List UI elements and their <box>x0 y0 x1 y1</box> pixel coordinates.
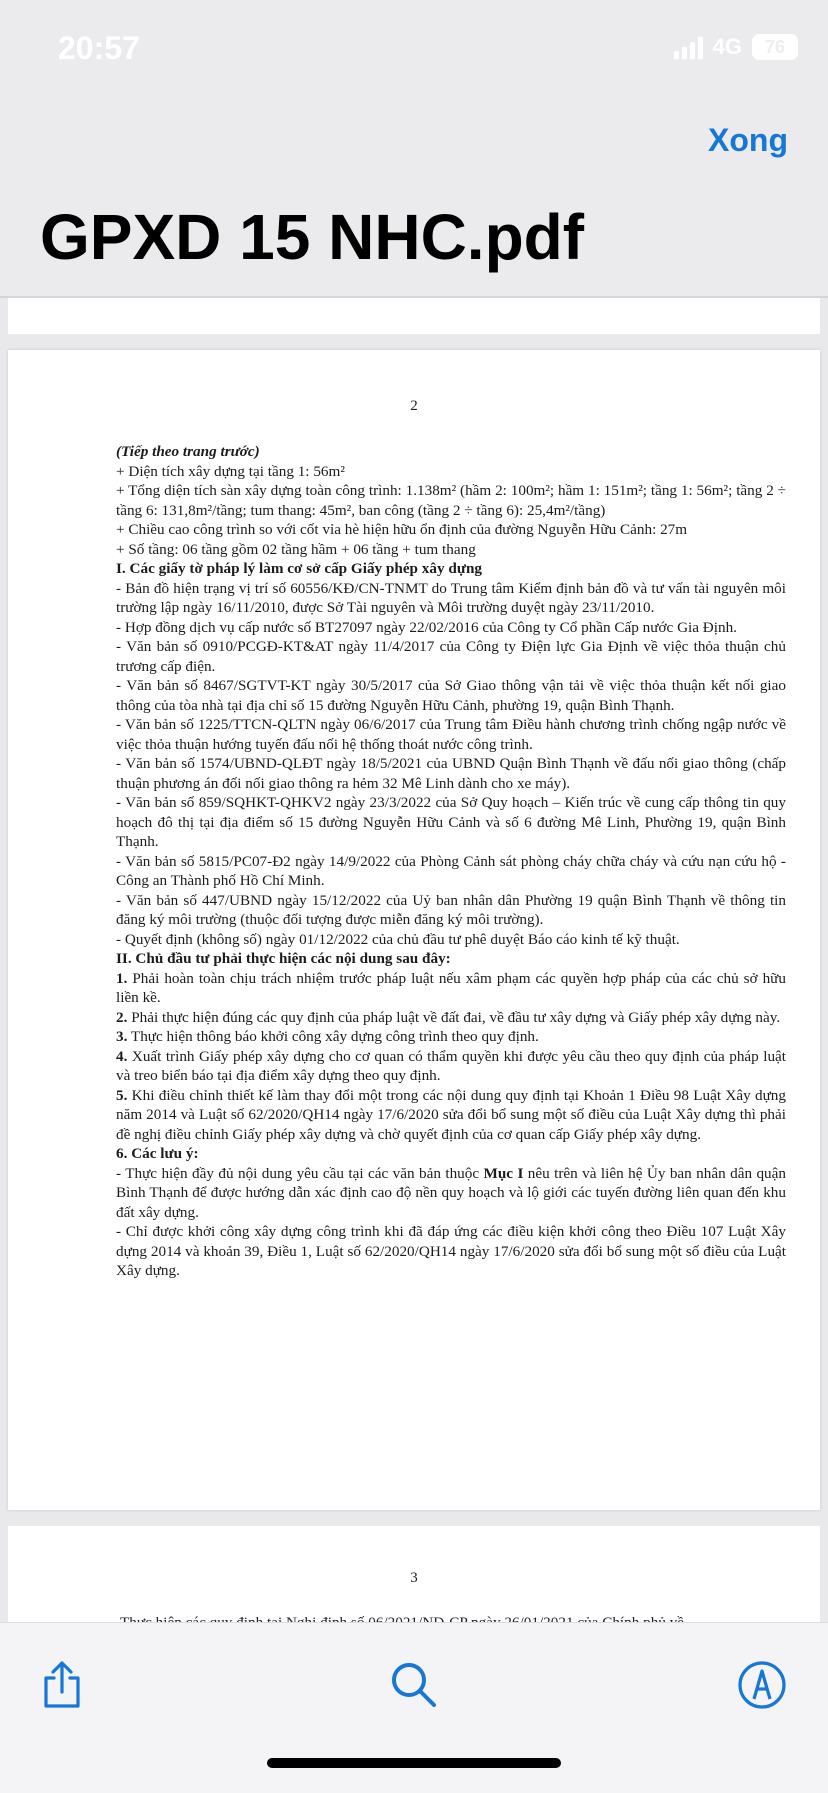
obligation-text: Khi điều chỉnh thiết kế làm thay đổi một trong các nội dung quy định tại Khoản 1 Điều 98 Luật Xây dựng năm 2014 và Luật số 62/2020/QH14 ngày 17/6/2020 sửa đổi bổ sung một số điều của Luật Xây dựng thì phải đề nghị điều chỉnh Giấy phép xây dựng và chờ quyết định của cơ quan cấp Giấy phép xây dựng. <box>116 1086 786 1143</box>
obligation-number: 5. <box>116 1086 128 1104</box>
legal-document-item: - Văn bản số 1574/UBND-QLĐT ngày 18/5/2021 của UBND Quận Bình Thạnh về đấu nối giao thông (chấp thuận phương án đối nối giao thông ra hẻm 32 Mê Linh dành cho xe máy). <box>116 755 786 792</box>
obligation-text: Thực hiện thông báo khởi công xây dựng công trình theo quy định. <box>127 1028 539 1045</box>
previous-page-end <box>8 298 820 334</box>
legal-document-item: - Văn bản số 5815/PC07-Đ2 ngày 14/9/2022 của Phòng Cảnh sát phòng cháy chữa cháy và cứu nạn cứu hộ - Công an Thành phố Hồ Chí Minh. <box>116 852 786 889</box>
document-title: GPXD 15 NHC.pdf <box>40 201 585 273</box>
obligation-item <box>116 1047 786 1086</box>
obligation-item <box>116 1027 786 1047</box>
legal-document-item: - Bản đồ hiện trạng vị trí số 60556/KĐ/CN-TNMT do Trung tâm Kiểm định bản đồ và tư vấn tài nguyên môi trường lập ngày 16/11/2010, được Sở Tài nguyên và Môi trường duyệt ngày 23/11/2010. <box>116 579 786 616</box>
status-bar <box>0 0 828 96</box>
section-1-heading: I. Các giấy tờ pháp lý làm cơ sở cấp Giấy phép xây dựng <box>116 560 482 577</box>
legal-document-item: - Văn bản số 1225/TTCN-QLTN ngày 06/6/2017 của Trung tâm Điều hành chương trình chống ngập nước về việc thỏa thuận hướng tuyến đấu nối hệ thống thoát nước công trình. <box>116 716 786 753</box>
battery-level: 76 <box>764 36 786 57</box>
section-2-heading: II. Chủ đầu tư phải thực hiện các nội dung sau đây: <box>116 950 451 967</box>
status-time: 20:57 <box>58 30 140 66</box>
network-type: 4G <box>712 34 742 59</box>
note-2: - Chỉ được khởi công xây dựng công trình khi đã đáp ứng các điều kiện khởi công theo Điều 107 Luật Xây dựng 2014 và khoản 39, Điều 1, Luật số 62/2020/QH14 ngày 17/6/2020 sửa đổi bổ sung một số điều của Luật Xây dựng. <box>116 1223 786 1279</box>
obligation-item <box>116 1008 786 1028</box>
legal-document-item: - Văn bản số 8467/SGTVT-KT ngày 30/5/2017 của Sở Giao thông vận tải về việc thỏa thuận kết nối giao thông của tòa nhà tại địa chỉ số 15 đường Nguyễn Hữu Cảnh, phường 19, quận Bình Thạnh. <box>116 677 786 714</box>
intro-line: + Số tầng: 06 tầng gồm 02 tầng hầm + 06 tầng + tum thang <box>116 540 476 558</box>
obligation-number: 1. <box>116 969 128 987</box>
note-1-rest: nêu trên và liên hệ Ủy ban nhân dân quận Bình Thạnh để được hướng dẫn xác định cao độ nền quy hoạch và lộ giới các tuyến đường liên quan đến khu đất xây dựng. <box>116 1164 786 1221</box>
pdf-page-2 <box>8 350 820 1510</box>
obligation-text: Phải hoàn toàn chịu trách nhiệm trước pháp luật nếu xâm phạm các quyền hợp pháp của các chủ sở hữu liền kề. <box>116 969 786 1006</box>
obligation-number: 2. <box>116 1008 128 1026</box>
legal-document-item: - Quyết định (không số) ngày 01/12/2022 của chủ đầu tư phê duyệt Báo cáo kinh tế kỹ thuật. <box>116 930 680 948</box>
pdf-viewer[interactable] <box>0 298 828 1622</box>
obligation-item <box>116 1086 786 1145</box>
obligation-number: 3. <box>116 1028 128 1045</box>
obligation-text: Xuất trình Giấy phép xây dựng cho cơ quan có thẩm quyền khi được yêu cầu theo quy định của pháp luật và treo biển báo tại địa điểm xây dựng theo quy định. <box>116 1047 786 1084</box>
obligation-number: 4. <box>116 1047 128 1065</box>
note-1-ref: Mục I <box>483 1164 524 1182</box>
share-icon[interactable] <box>30 1653 94 1717</box>
section-1-list <box>116 579 786 950</box>
legal-document-item: - Hợp đồng dịch vụ cấp nước số BT27097 ngày 22/02/2016 của Công ty Cổ phần Cấp nước Gia Định. <box>116 618 737 636</box>
notes-heading: 6. Các lưu ý: <box>116 1145 199 1162</box>
page-number: 3 <box>410 1570 418 1586</box>
intro-line: + Diện tích xây dựng tại tầng 1: 56m² <box>116 462 345 480</box>
search-icon[interactable] <box>382 1653 446 1717</box>
continuation-note: (Tiếp theo trang trước) <box>116 443 260 460</box>
page-body <box>116 442 786 1281</box>
obligation-text: Phải thực hiện đúng các quy định của pháp luật về đất đai, về đầu tư xây dựng và Giấy phép xây dựng này. <box>127 1008 781 1026</box>
signal-icon <box>674 35 703 59</box>
intro-line: + Chiều cao công trình so với cốt vỉa hè hiện hữu ổn định của đường Nguyễn Hữu Cảnh: 27m <box>116 521 688 538</box>
status-indicators <box>674 34 798 60</box>
legal-document-item: - Văn bản số 447/UBND ngày 15/12/2022 của Uỷ ban nhân dân Phường 19 quận Bình Thạnh về thông tin đăng ký môi trường (thuộc đối tượng được miễn đăng ký môi trường). <box>116 891 786 928</box>
intro-line: + Tổng diện tích sàn xây dựng toàn công trình: 1.138m² (hầm 2: 100m²; hầm 1: 151m²; tầng 1: 56m²; tầng 2 ÷ tầng 6: 131,8m²/tầng; tum thang: 45m², ban công (tầng 2 ÷ tầng 6): 25,4m²/tầng) <box>116 482 786 519</box>
legal-document-item: - Văn bản số 859/SQHKT-QHKV2 ngày 23/3/2022 của Sở Quy hoạch – Kiến trúc về cung cấp thông tin quy hoạch đô thị tại địa điểm số 15 đường Nguyễn Hữu Cảnh và số 6 đường Mê Linh, Phường 19, quận Bình Thạnh. <box>116 794 786 850</box>
obligation-item <box>116 969 786 1008</box>
page-number: 2 <box>410 398 418 414</box>
legal-document-item: - Văn bản số 0910/PCGĐ-KT&AT ngày 11/4/2017 của Công ty Điện lực Gia Định về việc thỏa thuận chủ trương cấp điện. <box>116 638 786 675</box>
battery-icon <box>752 34 798 60</box>
markup-icon[interactable] <box>730 1653 794 1717</box>
section-2-list <box>116 969 786 1145</box>
viewer-header <box>0 96 828 296</box>
done-button[interactable]: Xong <box>708 122 788 158</box>
note-1 <box>116 1164 786 1223</box>
home-indicator <box>267 1758 561 1768</box>
note-1-text: - Thực hiện đầy đủ nội dung yêu cầu tại các văn bản thuộc <box>116 1164 484 1182</box>
intro-block <box>116 442 786 559</box>
